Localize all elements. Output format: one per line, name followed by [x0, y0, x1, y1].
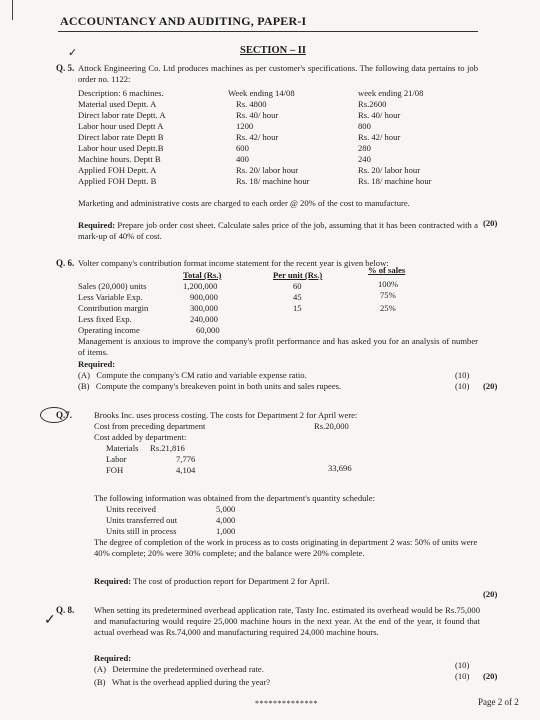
table-cell: Total (Rs.) — [183, 270, 222, 280]
table-cell: Units still in process — [106, 526, 177, 536]
section-heading: SECTION – II — [240, 45, 306, 56]
end-stars: ************** — [255, 699, 318, 708]
table-cell: Machine hours. Deptt B — [78, 154, 161, 164]
table-cell: Direct labor rate Deptt. A — [78, 110, 166, 120]
table-cell: Less fixed Exp. — [78, 314, 132, 324]
q8-number: Q. 8. — [56, 605, 75, 615]
table-cell: Rs.20,000 — [314, 421, 349, 431]
q8-intro: When setting its predetermined overhead application rate, Tasty Inc. estimated its overhead would be Rs.75,000 and manufacturing would require 25,000 machine hours in the next year. At the end of the year, it found that actual overhead was Rs.74,000 and manufacturing required 24,000 machine hours. — [94, 605, 480, 637]
q6-required-label: Required: — [78, 359, 116, 369]
table-cell: Labor hour used Deptt.B — [78, 143, 164, 153]
table-cell: 800 — [358, 121, 371, 131]
q6-marks: (20) — [483, 381, 498, 391]
table-cell: 75% — [380, 290, 396, 300]
q6-intro: Volter company's contribution format income statement for the recent year is given below: — [78, 258, 389, 268]
table-cell: Week ending 14/08 — [228, 88, 295, 98]
table-cell: Units received — [106, 504, 156, 514]
table-cell: Rs. 4800 — [236, 99, 267, 109]
table-cell: 1,200,000 — [183, 281, 218, 291]
q6-part-b: (B) Compute the company's breakeven point in both units and sales rupees. — [78, 381, 342, 391]
table-cell: 45 — [293, 292, 302, 302]
pen-check-icon: ✓ — [44, 613, 56, 628]
table-cell: 240,000 — [190, 314, 218, 324]
table-cell: Rs. 20/ labor hour — [236, 165, 299, 175]
table-cell: 600 — [236, 143, 249, 153]
q5-required: Required: Prepare job order cost sheet. Calculate sales price of the job, assuming that it has been contracted with a mark-up of 40% of cost. — [78, 220, 478, 241]
table-cell: Less Variable Exp. — [78, 292, 143, 302]
table-cell: Direct labor rate Deptt B — [78, 132, 164, 142]
table-cell: 1,000 — [216, 526, 236, 536]
table-cell: 280 — [358, 143, 371, 153]
table-cell: Rs.21,816 — [150, 443, 185, 453]
q6-part-a-marks: (10) — [455, 370, 470, 380]
table-cell: Rs. 42/ hour — [236, 132, 279, 142]
table-cell: Rs. 18/ machine hour — [236, 176, 310, 186]
table-cell: Rs.2600 — [358, 99, 387, 109]
table-cell: % of sales — [368, 265, 406, 275]
table-cell: 5,000 — [216, 504, 236, 514]
table-cell: Rs. 20/ labor hour — [358, 165, 421, 175]
table-cell: 900,000 — [190, 292, 218, 302]
q7-completion-note: The degree of completion of the work in process as to costs originating in department 2 was: 50% of units were 40% complete; 20% were 30% complete; and the balance were 20% complete. — [94, 537, 478, 558]
table-cell: Rs. 40/ hour — [358, 110, 401, 120]
table-cell: 4,104 — [176, 465, 196, 475]
table-cell: Material used Deptt. A — [78, 99, 157, 109]
q5-number: Q. 5. — [56, 63, 75, 73]
table-cell: Rs. 42/ hour — [358, 132, 401, 142]
table-cell: Cost added by department: — [94, 432, 187, 442]
q7-number: Q.7. — [56, 410, 73, 420]
table-cell: Rs. 40/ hour — [236, 110, 279, 120]
q7-intro: Brooks Inc. uses process costing. The costs for Department 2 for April were: — [94, 410, 358, 420]
table-cell: 15 — [293, 303, 302, 313]
table-cell: Sales (20,000) units — [78, 281, 147, 291]
table-cell: Per unit (Rs.) — [273, 270, 323, 280]
q7-marks: (20) — [483, 589, 498, 599]
table-cell: Description: 6 machines. — [78, 88, 164, 98]
table-cell: 400 — [236, 154, 249, 164]
q7-required: Required: The cost of production report for Department 2 for April. — [94, 576, 330, 586]
q6-number: Q. 6. — [56, 258, 75, 268]
table-cell: Labor hour used Deptt A — [78, 121, 164, 131]
q5-marks: (20) — [483, 218, 498, 228]
page-number: Page 2 of 2 — [478, 697, 519, 707]
table-cell: 7,776 — [176, 454, 196, 464]
table-cell: 240 — [358, 154, 371, 164]
table-cell: 300,000 — [190, 303, 218, 313]
q8-required-label: Required: — [94, 653, 132, 663]
q6-management-note: Management is anxious to improve the company's profit performance and has asked you for an analysis of number of items. — [78, 336, 478, 357]
margin-mark — [12, 0, 14, 20]
table-cell: Applied FOH Deptt. B — [78, 176, 157, 186]
q8-part-a: (A) Determine the predetermined overhead rate. — [94, 664, 264, 674]
table-cell: 1200 — [236, 121, 254, 131]
table-cell: Rs. 18/ machine hour — [358, 176, 432, 186]
q7-total: 33,696 — [328, 463, 352, 473]
q8-part-a-marks: (10) — [455, 660, 470, 670]
table-cell: Units transferred out — [106, 515, 178, 525]
table-cell: 60 — [293, 281, 302, 291]
q8-part-b: (B) What is the overhead applied during the year? — [94, 677, 271, 687]
table-cell: Contribution margin — [78, 303, 149, 313]
q8-part-b-marks: (10) — [455, 671, 470, 681]
table-cell: FOH — [106, 465, 124, 475]
q7-schedule-intro: The following information was obtained from the department's quantity schedule: — [94, 493, 376, 503]
table-cell: week ending 21/08 — [358, 88, 424, 98]
table-cell: 60,000 — [196, 325, 220, 335]
q6-part-b-marks: (10) — [455, 381, 470, 391]
table-cell: Labor — [106, 454, 127, 464]
q5-marketing-note: Marketing and administrative costs are charged to each order @ 20% of the cost to manufacture. — [78, 198, 410, 208]
table-cell: Cost from preceding department — [94, 421, 206, 431]
title-rule — [58, 31, 478, 32]
table-cell: Applied FOH Deptt. A — [78, 165, 157, 175]
paper-title: ACCOUNTANCY AND AUDITING, PAPER-I — [60, 14, 307, 28]
q6-part-a: (A) Compute the company's CM ratio and variable expense ratio. — [78, 370, 307, 380]
table-cell: 4,000 — [216, 515, 236, 525]
q5-intro: Attock Engineering Co. Ltd produces machines as per customer's specifications. The following data pertains to job order no. 1122: — [78, 63, 478, 84]
table-cell: 25% — [380, 303, 396, 313]
table-cell: Operating income — [78, 325, 140, 335]
pen-check-icon: ✓ — [68, 47, 78, 59]
table-cell: 100% — [378, 279, 399, 289]
table-cell: Materials — [106, 443, 139, 453]
q8-marks: (20) — [483, 671, 498, 681]
